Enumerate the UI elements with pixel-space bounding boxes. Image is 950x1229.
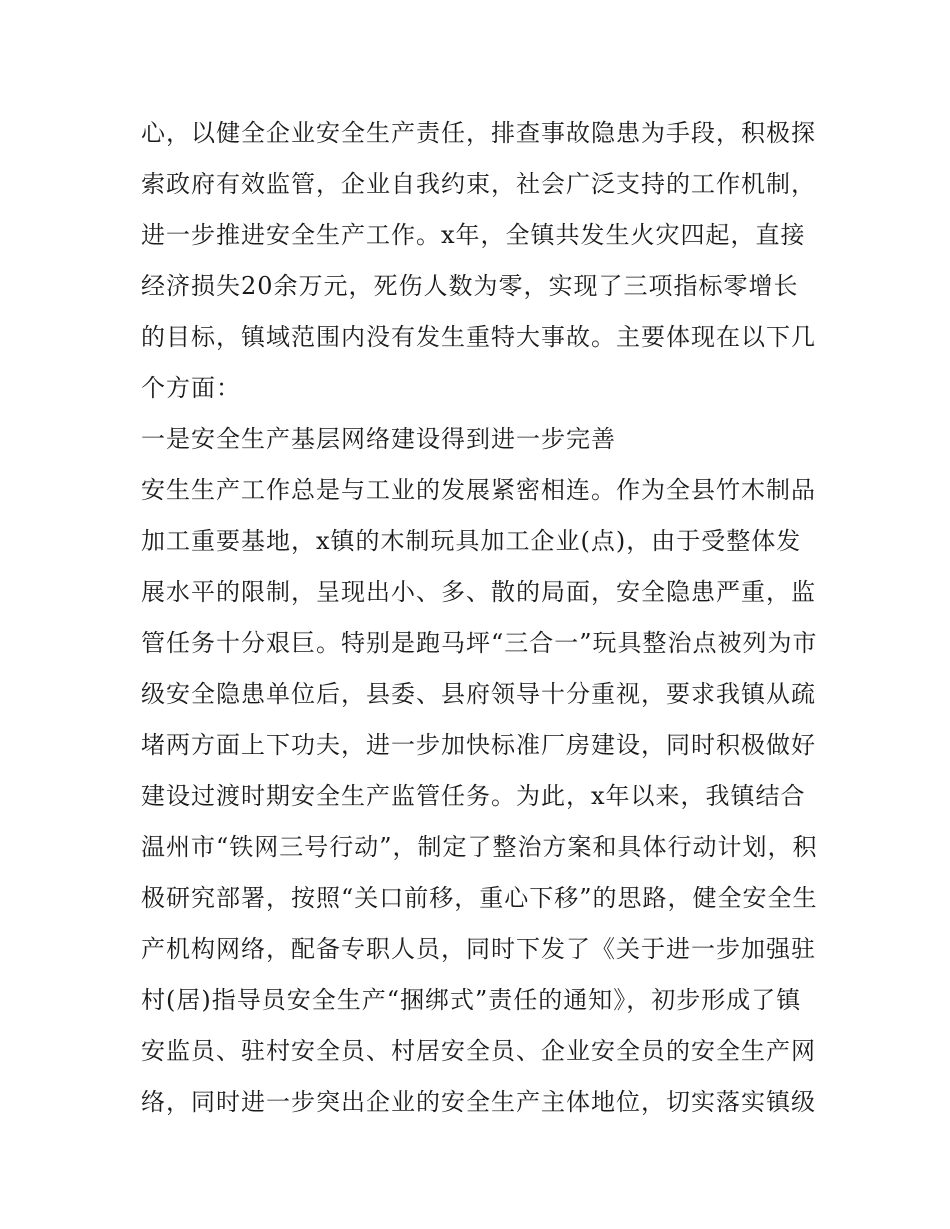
text-line: 展水平的限制，呈现出小、多、散的局面，安全隐患严重，监 [141, 578, 816, 606]
text-line: 堵两方面上下功夫，进一步加快标准厂房建设，同时积极做好 [141, 731, 816, 759]
text-line: 温州市“铁网三号行动”，制定了整治方案和具体行动计划，积 [141, 833, 818, 861]
text-line: 建设过渡时期安全生产监管任务。为此，x年以来，我镇结合 [141, 782, 806, 810]
text-line: 经济损失20余万元，死伤人数为零，实现了三项指标零增长 [141, 272, 799, 300]
text-line: 络，同时进一步突出企业的安全生产主体地位，切实落实镇级 [141, 1088, 816, 1116]
section-heading: 一是安全生产基层网络建设得到进一步完善 [141, 425, 616, 453]
text-line: 管任务十分艰巨。特别是跑马坪“三合一”玩具整治点被列为市 [141, 629, 818, 657]
text-line: 心，以健全企业安全生产责任，排查事故隐患为手段，积极探 [141, 119, 816, 147]
text-line: 安监员、驻村安全员、村居安全员、企业安全员的安全生产网 [141, 1037, 816, 1065]
text-line: 级安全隐患单位后，县委、县府领导十分重视，要求我镇从疏 [141, 680, 816, 708]
text-line: 索政府有效监管，企业自我约束，社会广泛支持的工作机制， [141, 170, 816, 198]
text-line: 进一步推进安全生产工作。x年，全镇共发生火灾四起，直接 [141, 221, 806, 249]
text-line: 村(居)指导员安全生产“捆绑式”责任的通知》，初步形成了镇 [141, 986, 802, 1014]
text-line: 极研究部署，按照“关口前移，重心下移”的思路，健全安全生 [141, 884, 818, 912]
text-line: 产机构网络，配备专职人员，同时下发了《关于进一步加强驻 [141, 935, 816, 963]
text-line: 加工重要基地，x镇的木制玩具加工企业(点)，由于受整体发 [141, 527, 802, 555]
body-text [141, 108, 821, 1128]
text-line: 安生生产工作总是与工业的发展紧密相连。作为全县竹木制品 [141, 476, 816, 504]
text-line: 个方面： [141, 374, 241, 402]
text-line: 的目标，镇域范围内没有发生重特大事故。主要体现在以下几 [141, 323, 816, 351]
